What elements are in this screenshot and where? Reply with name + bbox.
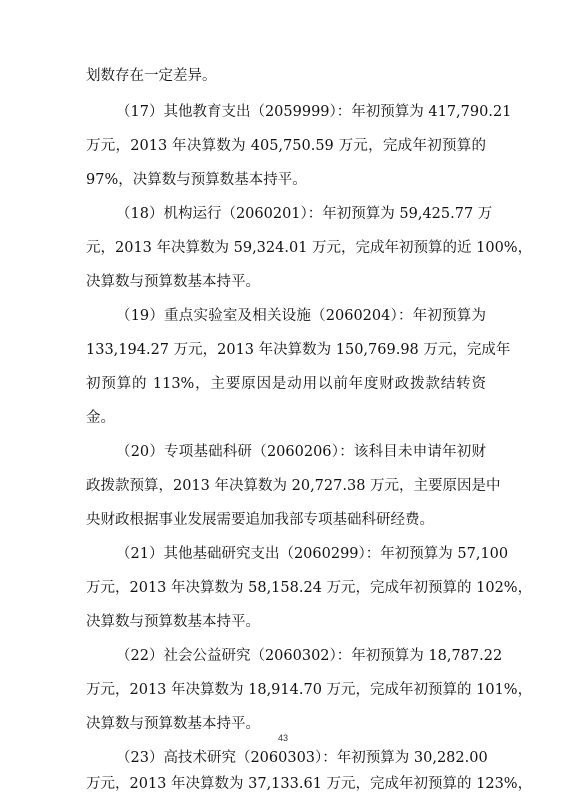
text-line: 政拨款预算，2013 年决算数为 20,727.38 万元，主要原因是中 — [86, 478, 501, 494]
text-line: 万元，2013 年决算数为 37,133.61 万元，完成年初预算的 123%， — [86, 776, 533, 792]
text-line: （18）机构运行（2060201）：年初预算为 59,425.77 万 — [116, 206, 493, 222]
text-line: （19）重点实验室及相关设施（2060204）：年初预算为 — [116, 308, 486, 324]
text-line: 金。 — [86, 410, 115, 426]
text-line: 央财政根据事业发展需要追加我部专项基础科研经费。 — [86, 512, 434, 528]
text-line: 初预算的 113%，主要原因是动用以前年度财政拨款结转资 — [86, 376, 486, 392]
text-line: 划数存在一定差异。 — [86, 68, 217, 84]
text-line: 决算数与预算数基本持平。 — [86, 716, 260, 732]
page-number: 43 — [277, 733, 288, 743]
text-line: 万元，2013 年决算数为 18,914.70 万元，完成年初预算的 101%， — [86, 682, 533, 698]
text-line: 133,194.27 万元，2013 年决算数为 150,769.98 万元，完成年 — [86, 342, 511, 358]
text-line: （23）高技术研究（2060303）：年初预算为 30,282.00 — [116, 750, 488, 766]
text-line: （22）社会公益研究（2060302）：年初预算为 18,787.22 — [116, 648, 503, 664]
text-line: （17）其他教育支出（2059999）：年初预算为 417,790.21 — [116, 104, 512, 120]
text-line: （21）其他基础研究支出（2060299）：年初预算为 57,100 — [116, 546, 509, 562]
text-line: 决算数与预算数基本持平。 — [86, 274, 260, 290]
text-line: 决算数与预算数基本持平。 — [86, 614, 260, 630]
text-line: 97%，决算数与预算数基本持平。 — [86, 172, 307, 188]
text-line: 元，2013 年决算数为 59,324.01 万元，完成年初预算的近 100%， — [86, 240, 533, 256]
text-line: 万元，2013 年决算数为 58,158.24 万元，完成年初预算的 102%， — [86, 580, 533, 596]
text-line: （20）专项基础科研（2060206）：该科目未申请年初财 — [116, 444, 486, 460]
text-line: 万元，2013 年决算数为 405,750.59 万元，完成年初预算的 — [86, 138, 486, 154]
